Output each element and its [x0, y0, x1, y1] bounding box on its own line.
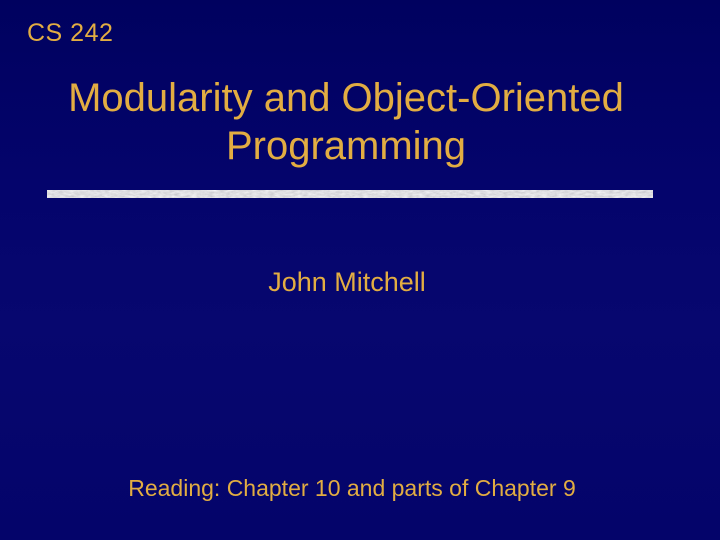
divider-texture [47, 190, 653, 198]
slide-title: Modularity and Object-Oriented Programming [68, 76, 624, 168]
author-name: John Mitchell [268, 267, 426, 297]
marble-divider-rule [47, 190, 653, 198]
course-code-label: CS 242 [27, 19, 114, 47]
reading-note: Reading: Chapter 10 and parts of Chapter 9 [128, 475, 576, 501]
